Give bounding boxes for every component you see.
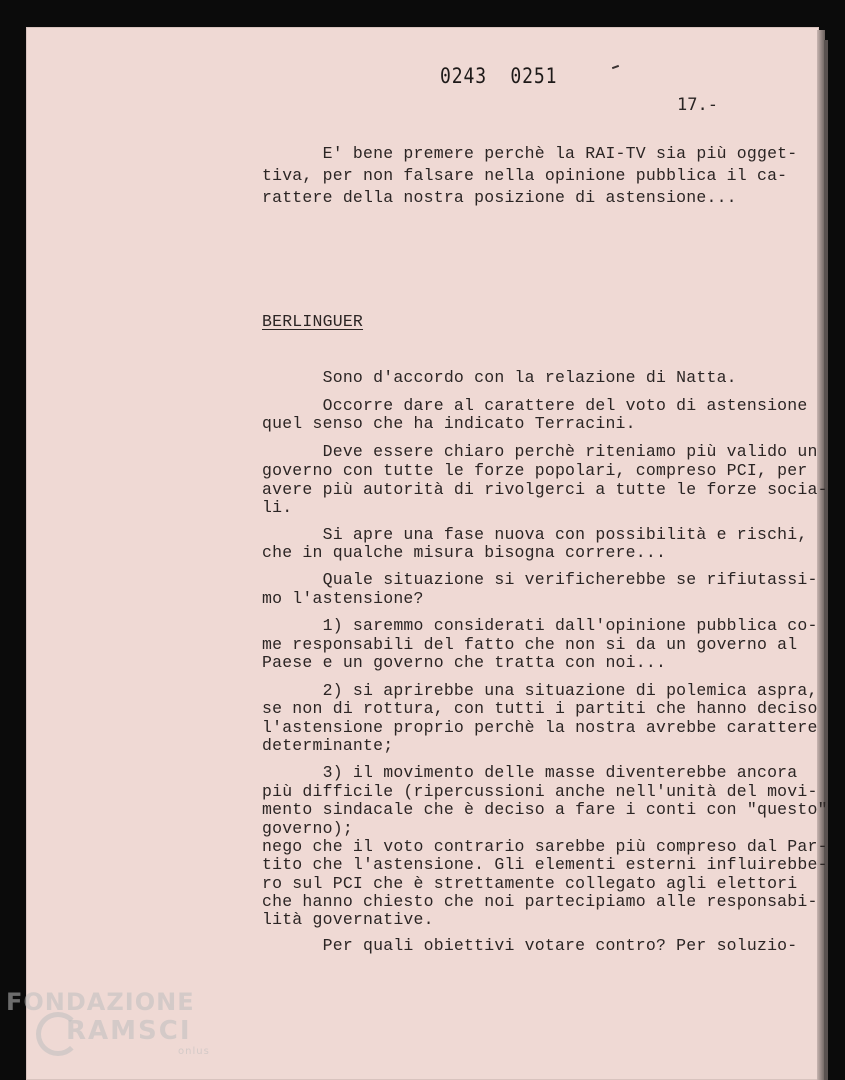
text-line: più difficile (ripercussioni anche nell'unità del movi- [262,782,818,801]
text-line: 3) il movimento delle masse diventerebbe ancora [262,763,798,782]
watermark-line1: FONDAZIONE [6,988,195,1016]
text-line: tito che l'astensione. Gli elementi esterni influirebbe- [262,855,828,874]
text-line: governo con tutte le forze popolari, compreso PCI, per [262,461,808,480]
text-line: 2) si aprirebbe una situazione di polemica aspra, [262,681,818,700]
fondazione-gramsci-watermark [6,988,216,1068]
text-line: Paese e un governo che tratta con noi... [262,653,667,672]
watermark-line3: onlus [178,1046,210,1057]
text-line: me responsabili del fatto che non si da un governo al [262,635,798,654]
text-line: che in qualche misura bisogna correre... [262,543,667,562]
text-line: Si apre una fase nuova con possibilità e rischi, [262,525,808,544]
text-line: mo l'astensione? [262,589,424,608]
text-line: ro sul PCI che è strettamente collegato agli elettori [262,874,798,893]
archive-number: 0243 0251 [440,64,558,88]
text-line: nego che il voto contrario sarebbe più compreso dal Par- [262,837,828,856]
text-line: 1) saremmo considerati dall'opinione pubblica co- [262,616,818,635]
text-line: che hanno chiesto che noi partecipiamo alle responsabi- [262,892,818,911]
text-line: tiva, per non falsare nella opinione pubblica il ca- [262,166,788,185]
text-line: Per quali obiettivi votare contro? Per soluzio- [262,936,798,955]
speaker-heading: BERLINGUER [262,312,364,331]
text-line: lità governative. [262,910,434,929]
page-stack-edge-shadow [824,40,828,1080]
text-line: determinante; [262,736,394,755]
text-line: Deve essere chiaro perchè riteniamo più valido un [262,442,818,461]
text-line: governo); [262,819,353,838]
text-line: avere più autorità di rivolgerci a tutte le forze socia- [262,480,828,499]
text-line: mento sindacale che è deciso a fare i conti con "questo" [262,800,828,819]
text-line: Sono d'accordo con la relazione di Natta. [262,368,737,387]
text-line: Quale situazione si verificherebbe se rifiutassi- [262,570,818,589]
text-line: se non di rottura, con tutti i partiti che hanno deciso [262,699,818,718]
text-line: l'astensione proprio perchè la nostra avrebbe carattere [262,718,818,737]
text-line: li. [262,498,293,517]
text-line: E' bene premere perchè la RAI-TV sia più ogget- [262,144,798,163]
watermark-line2: RAMSCI [66,1016,192,1046]
text-line: Occorre dare al carattere del voto di astensione [262,396,808,415]
text-line: rattere della nostra posizione di astensione... [262,188,737,207]
page-number: 17.- [677,95,718,115]
text-line: quel senso che ha indicato Terracini. [262,414,636,433]
